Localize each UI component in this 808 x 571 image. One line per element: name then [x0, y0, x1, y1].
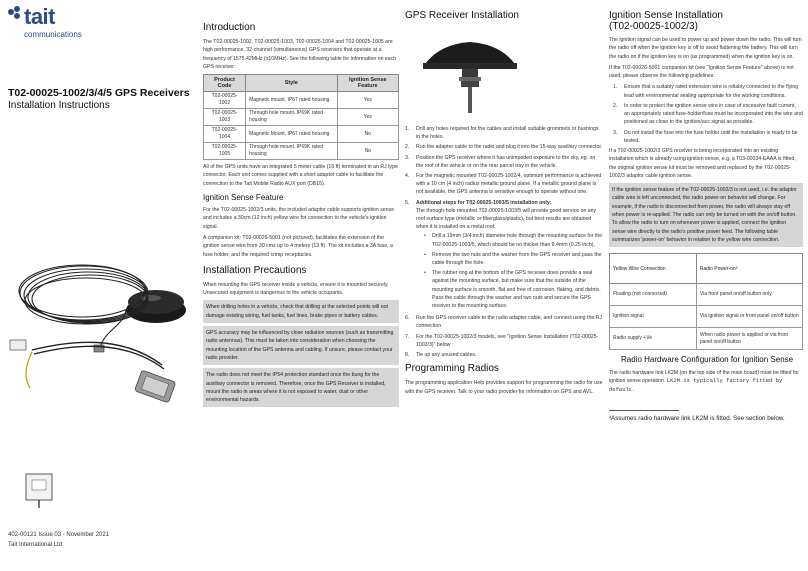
- item-number: 1.: [613, 84, 618, 91]
- list-item: • Drill a 19mm (3/4 inch) diameter hole through the mounting surface for the T02-00025-1003/5, which should be no thicker than 6.4mm (0.25 inch).: [424, 233, 603, 248]
- cover-column: [0, 0, 196, 571]
- table-cell: Magnetic mount, IP67 rated housing.: [246, 92, 337, 109]
- table-header: Radio Power-on³: [696, 254, 802, 284]
- heading-line: (T02-00025-1002/3): [609, 21, 698, 32]
- item-text: Ensure that a suitably rated extension wire is reliably connected to the flying lead with environmental sealing appropriate for the working conditions.: [624, 84, 799, 99]
- list-item: [613, 102, 803, 127]
- table-cell: Through hole mount, IP69K rated housing: [246, 143, 337, 160]
- step-number: 5.: [405, 199, 410, 206]
- ignition-column: [609, 10, 803, 423]
- table-row: [204, 126, 399, 143]
- table-cell: No: [337, 143, 398, 160]
- product-table: [203, 74, 399, 160]
- warning-note: [203, 368, 399, 407]
- intro-cable-paragraph: All of the GPS units have an integrated 5 meter cable (16 ft) terminated in an RJ type connector. Each unit comes supplied with a short adaptor cable to facilitate the connection to the Tait Mobile Radio AUX port (DB15).: [203, 164, 398, 187]
- hw-config-mono: LK2M is typically factory fitted by default.: [609, 377, 783, 393]
- install-steps: [405, 125, 603, 359]
- item-text: Do not install the fuse into the fuse holder until the installation is ready to be tested.: [624, 129, 798, 144]
- table-cell: Ignition signal: [610, 306, 697, 328]
- table-cell: No: [337, 126, 398, 143]
- table-header: Style: [246, 75, 337, 92]
- warning-note: [203, 326, 399, 365]
- table-cell: Via ignition signal or front panel on/off button: [696, 306, 802, 328]
- table-cell: Yes: [337, 92, 398, 109]
- bullet-text: Remove the two nuts and the washer from the GPS receiver and pass the cable through the hole.: [432, 251, 602, 267]
- list-item: [613, 83, 803, 99]
- intro-column: [203, 22, 399, 410]
- list-item: [405, 199, 603, 313]
- warning-note: [203, 300, 399, 323]
- ignition-guidelines-intro: If the T02-00026-5001 companion kit (see "Ignition Sense Feature" above) is not used, please observe the following guidelines:: [609, 64, 794, 80]
- table-cell: Magnetic Mount, IP67 rated housing.: [246, 126, 337, 143]
- step-text: Tie up any unused cables.: [416, 352, 477, 359]
- step-text: Run the GPS receiver cable to the radio adapter cable, and connect using the RJ connection.: [416, 315, 602, 330]
- step-number: 3.: [405, 154, 410, 161]
- item-number: 3.: [613, 129, 618, 136]
- table-cell: When radio power is applied or via front panel on/off button: [696, 328, 802, 350]
- step-text: Run the adapter cable to the radio and plug it into the 15-way auxiliary connector.: [416, 144, 603, 151]
- heading-line: Ignition Sense Installation: [609, 10, 723, 21]
- list-item: • The rubber ring at the bottom of the GPS receiver does provide a seal against the mounting surface, but make sure that the outside of the mounting surface is smooth, flat and free of corrosion, flaking, and debris. Pass the cable through the washer and two nuts and secure the GPS receiver to the mounting surface.: [424, 269, 603, 310]
- list-item: [405, 172, 603, 197]
- table-row: [204, 92, 399, 109]
- item-text: In order to protect the ignition sense wire in case of excessive fault current, an appropriately rated fuse-holder/fuse must be incorporated into the wire and positioned as close to the ignition/acc signal as possible.: [624, 102, 803, 126]
- brand-logo: [8, 4, 82, 46]
- step-number: 6.: [405, 315, 410, 322]
- table-cell: Through hole mount, IP69K rated housing: [246, 109, 337, 126]
- list-item: [613, 129, 803, 145]
- table-cell: Yes: [337, 109, 398, 126]
- table-row: [204, 109, 399, 126]
- table-cell: T02-00025-1004: [204, 126, 246, 143]
- gps-install-heading: GPS Receiver Installation: [405, 10, 519, 21]
- table-row: [610, 306, 803, 328]
- brand-name: tait: [24, 4, 55, 29]
- step-number: 7.: [405, 333, 410, 340]
- programming-paragraph: The programming application Help provides support for programming the radio for use with the GPS receiver. Talk to your radio provider for information on GPS and AVL.: [405, 380, 603, 395]
- step-number: 4.: [405, 173, 410, 180]
- step-text: For the T02-00025-1002/3 models, see "Ignition Sense Installation (T02-00025-1002/3)" below: [416, 333, 599, 348]
- step-text: For the magnetic mounted T02-00025-1002/4, optimum performance is achieved with a 10 cm (4 inch) radius metallic ground plane. If a metallic ground plane is not available, the GPS antenna is sensitive enough to operate without one.: [416, 173, 602, 196]
- table-cell: T02-00025-1003: [204, 109, 246, 126]
- footnote-divider: [609, 410, 679, 411]
- document-copyright: Tait International Ltd: [8, 542, 63, 548]
- ignition-note: [609, 183, 803, 247]
- step5-bullets: [424, 232, 603, 310]
- precautions-paragraph: When mounting the GPS receiver inside a vehicle, ensure it is mounted securely. Unsecured equipment is dangerous to the vehicle occupants.: [203, 281, 389, 297]
- tait-logo-icon: [8, 6, 24, 22]
- ignition-feature-heading: Ignition Sense Feature: [203, 193, 284, 203]
- gps-puck-icon: [405, 26, 603, 121]
- table-row: [204, 143, 399, 160]
- item-number: 2.: [613, 102, 618, 109]
- ignition-feature-paragraph: For the T02-00025-1002/3 units, the included adaptor cable supports ignition sense and includes a 30cm (12 inch) yellow wire for connection to the vehicle's ignition signal.: [203, 207, 395, 230]
- ignition-install-heading: [609, 10, 803, 32]
- table-cell: T02-00025-1002: [204, 92, 246, 109]
- bullet-text: Drill a 19mm (3/4 inch) diameter hole through the mounting surface for the T02-00025-1003/5, which should be no thicker than 6.4mm (0.25 inch).: [432, 233, 603, 248]
- footnote: ³Assumes radio hardware link LK2M is fitted. See section below.: [609, 415, 785, 423]
- table-row: [610, 284, 803, 306]
- note-text: GPS accuracy may be influenced by close radiation sources (such as transmitting radio antennas). This must be taken into consideration when choosing the mounting location of the GPS antenna and cabling. If unsure, please contact your radio provider.: [206, 330, 394, 361]
- table-header: Product Code: [204, 75, 246, 92]
- programming-heading: Programming Radios: [405, 363, 499, 375]
- ignition-paragraph: The ignition signal can be used to power up and power down the radio. This will turn the radio off when the ignition key is off to avoid flattening the battery. This will turn the radio on if the ignition key is on (as programmed) when the ignition key is on.: [609, 37, 802, 60]
- note-text: The radio does not meet the IP54 protection standard once the bung for the auxiliary connector is removed. Therefore, once the GPS Receiver is installed, mount the radio in areas where it is not exposed to water, dust or other environmental hazards.: [206, 372, 386, 404]
- precautions-heading: Installation Precautions: [203, 264, 307, 276]
- table-header: Ignition Sense Feature: [337, 75, 398, 92]
- list-item: [405, 125, 603, 141]
- list-item: [405, 333, 603, 349]
- step-text: The through-hole mounted T02-00025-1003/5 will provide good service on any roof surface type (metallic or fiberglass/plastic), but best results are obtained when it is installed on a metal roof.: [416, 207, 597, 231]
- existing-install-paragraph: If a T02-00025-1002/3 GPS receiver is being incorporated into an existing installation which is already using ignition sense, e.g. a T03-00034-EAAA is fitted, the original ignition sense kit must be removed and replaced by the T02-00025-1002/3 adaptor cable ignition sense.: [609, 147, 796, 179]
- hw-config-paragraph: [609, 369, 803, 394]
- step-number: 1.: [405, 126, 410, 132]
- power-on-table: [609, 253, 803, 350]
- hw-config-heading: Radio Hardware Configuration for Ignition Sense: [621, 355, 794, 365]
- document-issue: 402-00121 Issue 03 - November 2021: [8, 532, 110, 538]
- bullet-text: The rubber ring at the bottom of the GPS receiver does provide a seal against the mounting surface, but make sure that the outside of the mounting surface is smooth, flat and free of corrosion, flaking, and debris. Pass the cable through the washer and two nuts and secure the GPS receiver to the mounting surface.: [432, 270, 601, 310]
- note-text: If the ignition sense feature of the T02-00025-1002/3 is not used, i.e. the adaptor cable wire is left unconnected, the radio power-on behavior will change. For example, if the radio is disconnected from power, the radio will always stay off when power is re-applied. The radio can only be turned on with the on/off button. To allow the radio to turn on whenever power is applied, connect the ignition sense wire directly to the radio's positive power feed. The following table summarizes 'power-on' behavior in relation to the yellow wire connection.: [612, 187, 797, 243]
- step-number: 2.: [405, 144, 410, 151]
- table-header: Yellow Wire Connection: [610, 254, 697, 284]
- table-cell: Radio supply +Ve: [610, 328, 697, 350]
- list-item: [405, 351, 603, 359]
- table-cell: Floating (not connected): [610, 284, 697, 306]
- step-bold-text: Additional steps for T02-00025-1003/5 installation only:: [416, 199, 552, 206]
- list-item: • Remove the two nuts and the washer from the GPS receiver and pass the cable through the hole.: [424, 251, 602, 267]
- list-item: [405, 314, 603, 330]
- adaptor-cable-icon: [2, 300, 198, 480]
- list-item: [405, 143, 603, 151]
- step-number: 8.: [405, 352, 410, 359]
- intro-paragraph: The T02-00025-1002, T02-00025-1003, T02-00025-1004 and T02-00025-1005 are high performance, 32-channel (simultaneous) GPS receivers that operate at a frequency of 1575.42MHz (±10MHz). See the following table for information on each GPS receiver:: [203, 39, 397, 70]
- rj-connector-icon: [20, 470, 70, 510]
- table-cell: Via front panel on/off button only: [696, 284, 802, 306]
- guideline-list: [613, 83, 803, 144]
- note-text: When drilling holes in a vehicle, check that drilling at the selected points will not damage existing wiring, fuel tanks, fuel lines, brake pipes or battery cables.: [206, 304, 388, 319]
- step-text: Position the GPS receiver where it has unimpeded exposure to the sky, eg. on the roof of the vehicle or on the rear parcel tray in the vehicle.: [416, 154, 596, 169]
- table-cell: T02-00025-1005: [204, 143, 246, 160]
- installation-column: [405, 10, 603, 399]
- list-item: [405, 154, 603, 170]
- brand-tagline: communications: [24, 30, 82, 39]
- hw-config-text: The radio hardware link LK2M (on the top side of the main board) must be fitted for ignition sense operation.: [609, 370, 800, 385]
- step-text: Drill any holes required for the cables and install suitable grommets or bushings in the holes.: [416, 126, 599, 141]
- document-title: T02-00025-1002/3/4/5 GPS Receivers: [8, 87, 190, 99]
- document-subtitle: Installation Instructions: [8, 100, 110, 111]
- intro-heading: Introduction: [203, 22, 256, 33]
- table-row: [610, 328, 803, 350]
- ignition-kit-paragraph: A companion kit: T02-00026-5001 (not pictured), facilitates the extension of the ignition sense wire from 30 cms up to 4 meters (13 ft). The kit includes a 3A fuse, a fuse holder, and the required crimp receptacles.: [203, 234, 393, 258]
